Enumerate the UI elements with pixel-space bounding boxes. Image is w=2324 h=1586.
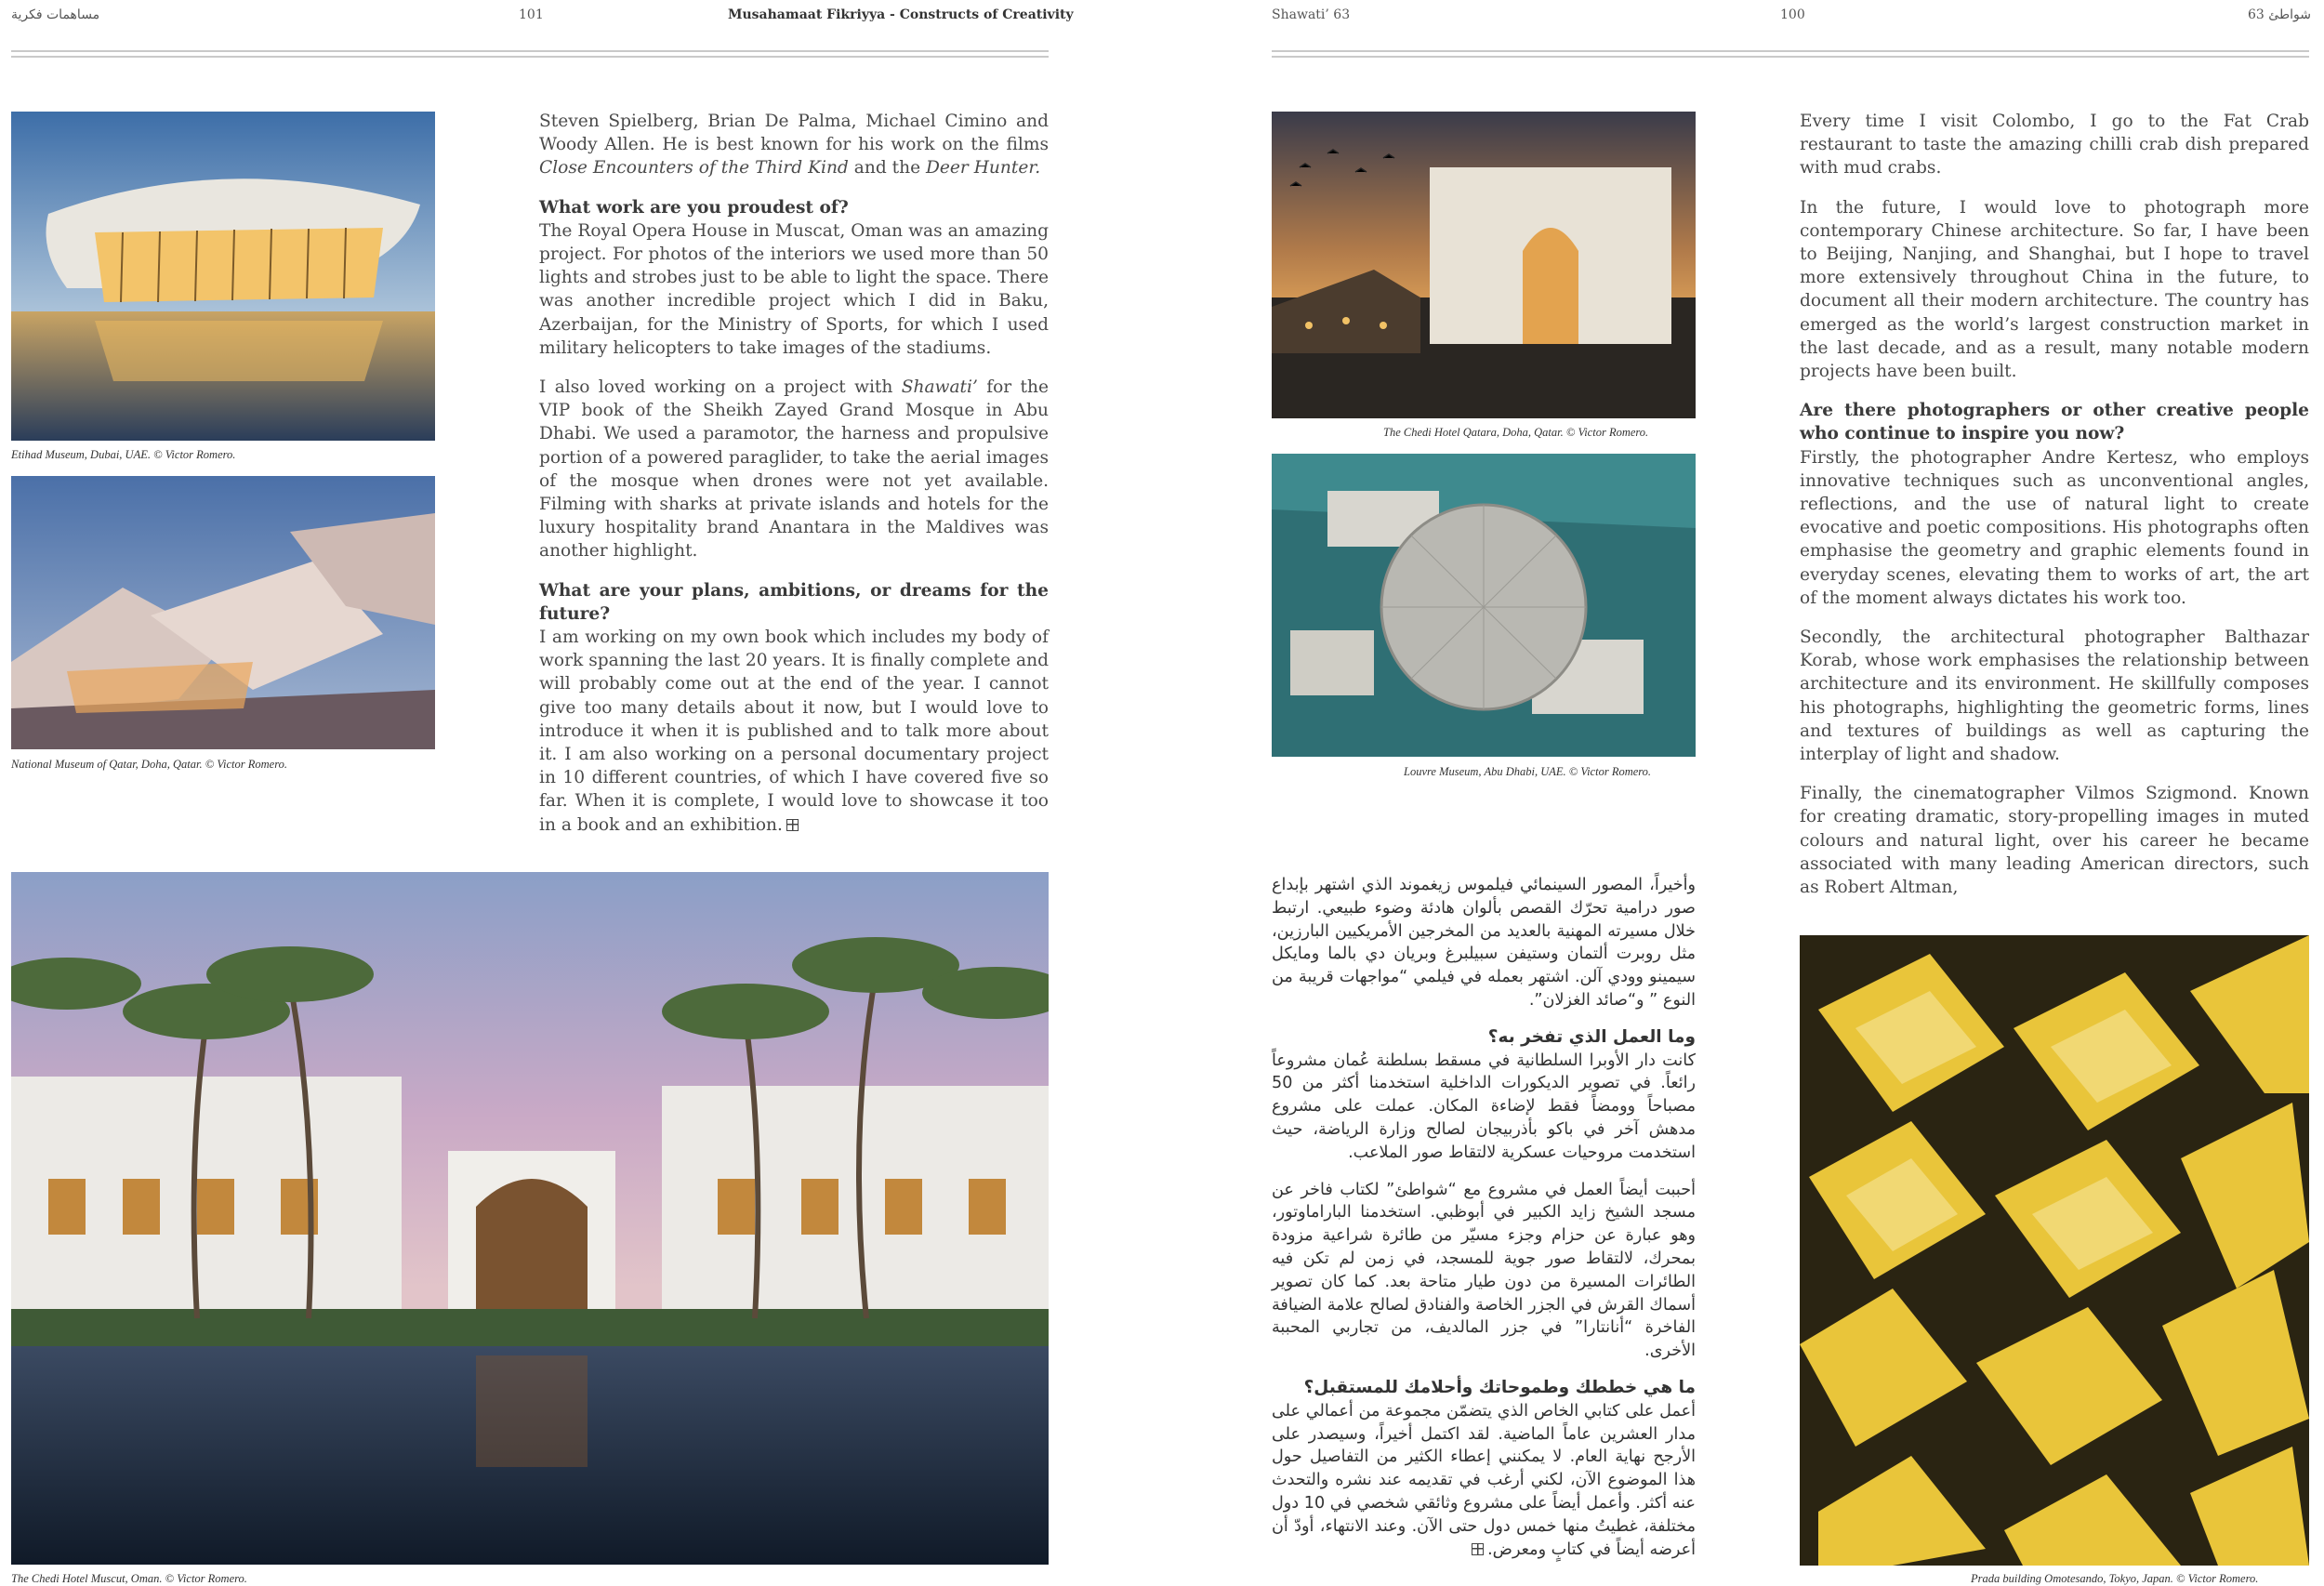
right-paragraph-1: Every time I visit Colombo, I go to the Fat Crab restaurant to taste the amazing chilli crab dish prepared with mud crabs.: [1800, 112, 2309, 178]
etihad-museum-photo: [11, 112, 435, 441]
arabic-qa-proudest: وما العمل الذي تفخر به؟ كانت دار الأوبرا السلطانية في مسقط بسلطنة عُمان مشروعاً رائعاً. في تصوير الديكورات الداخلية استخدمنا أكثر من 50 مصباحاً وومضاً فقط لإضاءة المكان. عملت على مشروع مدهش آخر في باكو بأذربيجان لصالح وزارة الرياضة، حيث استخدمت مروحيات عسكرية لالتقاط صور الملاعب.: [1272, 1026, 1696, 1162]
left-paragraph-3: I also loved working on a project with Shawati’ for the VIP book of the Sheikh Zayed Grand Mosque in Abu Dhabi. We used a paramotor, the harness and propulsive portion of a powered paraglider, to take the aerial images of the mosque when drones were not yet available. Filming with sharks at private islands and hotels for the luxury hospitality brand Anantara in the Maldives was another highlight.: [539, 377, 1049, 562]
louvre-caption: Louvre Museum, Abu Dhabi, UAE. © Victor Romero.: [1404, 765, 1652, 778]
prada-caption: Prada building Omotesando, Tokyo, Japan. © Victor Romero.: [1971, 1572, 2259, 1585]
chedi-qatara-photo: [1272, 112, 1696, 418]
left-qa-future: What are your plans, ambitions, or dreams for the future? I am working on my own book which includes my body of work spanning the last 20 years. It is finally complete and will probably come out at the end of the year. I cannot give too many details about it now, but I would love to introduce it when it is published and to talk more about it. I am also working on a personal documentary project in 10 different countries, of which I have covered five so far. When it is complete, I would love to showcase it too in a book and an exhibition.: [539, 580, 1049, 835]
right-page-number: 100: [1780, 7, 1805, 22]
left-header-rule: [11, 50, 1049, 52]
left-header-rule-2: [11, 56, 1049, 58]
arabic-text-column: [1272, 874, 1696, 1575]
right-paragraph-2: In the future, I would love to photograph more contemporary Chinese architecture. So far, I have been to Beijing, Nanjing, and Shanghai, but I hope to travel more extensively throughout China in the future, to document all their modern architecture. The country has emerged as the world’s largest construction market in the last decade, and as a result, many notable modern projects have been built.: [1800, 197, 2309, 382]
qatar-museum-caption: National Museum of Qatar, Doha, Qatar. © Victor Romero.: [11, 758, 287, 771]
end-of-article-icon: [786, 819, 799, 831]
right-paragraph-4: Secondly, the architectural photographer Balthazar Korab, whose work emphasises the relationship between architecture and its environment. He skillfully composes his photographs, highlighting the geometric forms, lines and textures of buildings as well as capturing the interplay of light and shadow.: [1800, 628, 2309, 765]
arabic-question-proudest: وما العمل الذي تفخر به؟: [1487, 1026, 1696, 1047]
louvre-photo: [1272, 454, 1696, 757]
left-header-title: Musahamaat Fikriyya - Constructs of Creativity: [728, 7, 1074, 22]
arabic-paragraph-1: وأخيراً، المصور السينمائي فيلموس زيغموند الذي اشتهر بإبداع صور درامية تحرّك القصص بألوان هادئة وضوء طبيعي. ارتبط خلال مسيرته المهنية بالعديد من المخرجين الأمريكيين البارزين، مثل روبرت ألتمان وستيفن سبيلبرغ وبريان دي بالما ومايكل سيمينو وودي آلن. اشتهر بعمله في فيلمي “مواجهات قريبة من النوع ” و“صائد الغزلان”.: [1272, 876, 1696, 1010]
right-header-rule: [1272, 50, 2309, 52]
chedi-qatara-caption: The Chedi Hotel Qatara, Doha, Qatar. © Victor Romero.: [1383, 426, 1649, 439]
qatar-museum-photo: [11, 476, 435, 749]
right-header-rule-2: [1272, 56, 2309, 58]
left-header-arabic: مساهمات فكرية: [11, 7, 100, 22]
left-text-column: [539, 110, 1049, 852]
right-header-arabic: شواطئ 63: [2248, 7, 2311, 22]
right-paragraph-5: Finally, the cinematographer Vilmos Szigmond. Known for creating dramatic, story-propelling images in muted colours and natural light, over his career he became associated with many leading American directors, such as Robert Altman,: [1800, 784, 2309, 898]
arabic-end-of-article-icon: [1472, 1543, 1484, 1555]
right-qa-inspire: Are there photographers or other creative people who continue to inspire you now? Firstly, the photographer Andre Kertesz, who employs innovative techniques such as unconventional angles, reflections, and the use of natural light to create evocative and poetic compositions. His photographs often emphasise the geometry and graphic elements found in everyday scenes, elevating them to works of art, the art of the moment always dictates his work too.: [1800, 401, 2309, 608]
prada-photo: [1800, 935, 2309, 1566]
chedi-muscat-photo: [11, 872, 1049, 1565]
etihad-caption: Etihad Museum, Dubai, UAE. © Victor Romero.: [11, 448, 236, 461]
question-future: What are your plans, ambitions, or dreams for the future?: [539, 580, 1049, 624]
question-inspire: Are there photographers or other creative people who continue to inspire you now?: [1800, 401, 2309, 444]
arabic-paragraph-3: أحببت أيضاً العمل في مشروع مع “شواطئ” لكتاب فاخر عن مسجد الشيخ زايد الكبير في أبوظبي. استخدمنا الباراماوتور، وهو عبارة عن حزام وجزء مسيّر من طائرة شراعية مزودة بمحرك، لالتقاط صور جوية للمسجد، في زمن لم تكن فيه الطائرات المسيرة من دون طيار متاحة بعد. كما كان تصوير أسماك القرش في الجزر الخاصة والفنادق لصالح علامة الضيافة الفاخرة “أنانتارا” في جزر المالديف، من تجاربي المحببة الأخرى.: [1272, 1180, 1696, 1361]
question-proudest: What work are you proudest of?: [539, 197, 849, 218]
left-paragraph-1: Steven Spielberg, Brian De Palma, Michael Cimino and Woody Allen. He is best known for his work on the films Close Encounters of the Third Kind and the Deer Hunter.: [539, 112, 1049, 178]
left-qa-proudest: What work are you proudest of? The Royal Opera House in Muscat, Oman was an amazing project. For photos of the interiors we used more than 50 lights and strobes just to be able to light the space. There was another incredible project which I did in Baku, Azerbaijan, for the Ministry of Sports, for which I used military helicopters to take images of the stadiums.: [539, 197, 1049, 358]
chedi-muscat-caption: The Chedi Hotel Muscut, Oman. © Victor Romero.: [11, 1572, 247, 1585]
left-page-number: 101: [519, 7, 544, 22]
arabic-qa-future: ما هي خططك وطموحاتك وأحلامك للمستقبل؟ أعمل على كتابي الخاص الذي يتضمّن مجموعة من أعمالي على مدار العشرين عاماً الماضية. لقد اكتمل أخيراً، وسيصدر على الأرجح نهاية العام. لا يمكنني إعطاء الكثير من التفاصيل حول هذا الموضوع الآن، لكني أرغب في تقديمه عند نشره والتحدث عنه أكثر. وأعمل أيضاً على مشروع وثائقي شخصي في 10 دول مختلفة، غطيتُ منها خمس دول حتى الآن. وعند الانتهاء، أودّ أن أعرضه أيضاً في كتابٍ ومعرض.: [1272, 1377, 1696, 1559]
right-text-column: [1800, 110, 2309, 915]
arabic-question-future: ما هي خططك وطموحاتك وأحلامك للمستقبل؟: [1303, 1377, 1696, 1397]
right-header-left: Shawati’ 63: [1272, 7, 1351, 22]
